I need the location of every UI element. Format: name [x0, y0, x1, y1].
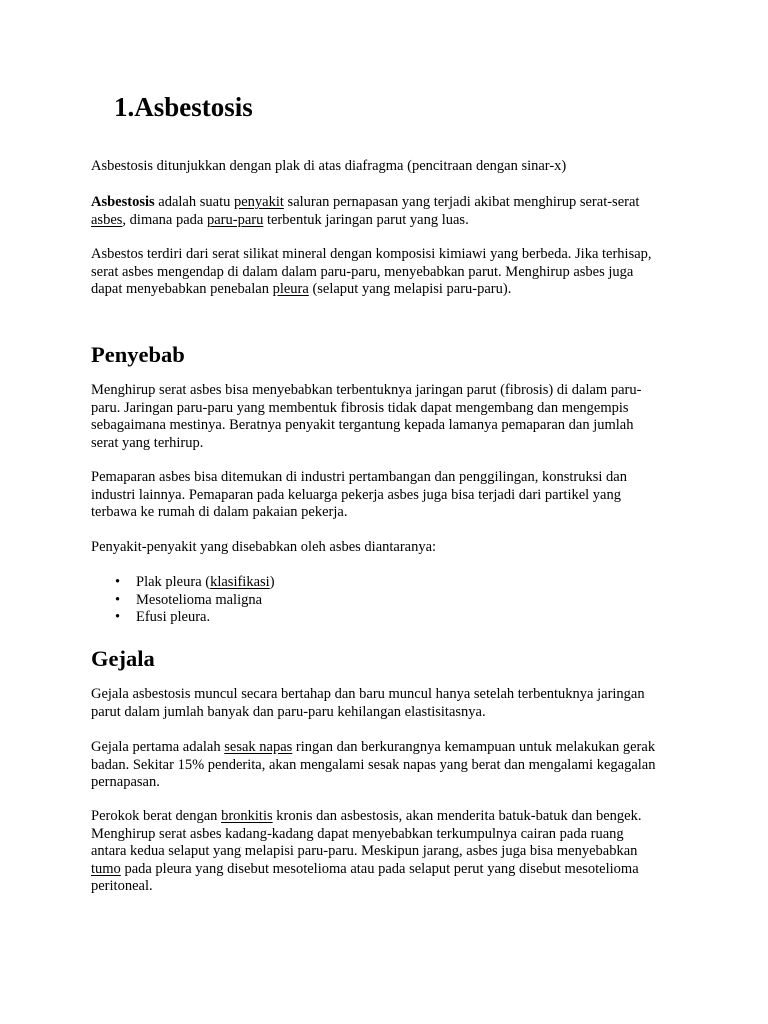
heading-gejala: Gejala	[91, 646, 155, 671]
page-title: 1.Asbestosis	[114, 92, 253, 122]
link-pleura[interactable]: pleura	[272, 281, 309, 297]
link-sesak-napas[interactable]: sesak napas	[224, 739, 293, 755]
gejala3-line-3: antara kedua selaput yang melapisi paru-paru. Meskipun jarang, asbes juga bisa menyebabkan	[91, 843, 638, 859]
gejala2-line-3: pernapasan.	[91, 774, 160, 790]
intro-paragraph	[91, 194, 691, 229]
asbestos-paragraph	[91, 246, 691, 299]
link-tumo[interactable]: tumo	[91, 860, 121, 877]
penyebab1-line-2: paru. Jaringan paru-paru yang membentuk fibrosis tidak dapat mengembang dan mengempis	[91, 399, 629, 416]
penyebab-paragraph-2	[91, 469, 691, 522]
penyebab3-line-1: Penyakit-penyakit yang disebabkan oleh asbes diantaranya:	[91, 539, 437, 555]
intro-line-2: asbes, dimana pada paru-paru terbentuk jaringan parut yang luas.	[91, 211, 469, 228]
gejala3-line-4: tumo pada pleura yang disebut mesotelioma atau pada selaput perut yang disebut mesotelioma	[91, 860, 639, 877]
gejala3-line-1: Perokok berat dengan bronkitis kronis dan asbestosis, akan menderita batuk-batuk dan bengek.	[91, 808, 642, 824]
gejala-paragraph-3	[91, 808, 691, 896]
penyebab2-line-1: Pemaparan asbes bisa ditemukan di industri pertambangan dan penggilingan, konstruksi dan	[91, 469, 627, 485]
penyebab-paragraph-3	[91, 539, 691, 557]
link-asbes[interactable]: asbes	[91, 211, 123, 228]
gejala2-line-2: badan. Sekitar 15% penderita, akan mengalami sesak napas yang berat dan mengalami kegagalan	[91, 756, 656, 773]
penyebab1-line-4: serat yang terhirup.	[91, 434, 204, 451]
penyebab-paragraph-1	[91, 382, 691, 452]
term-asbestosis: Asbestosis	[91, 194, 155, 210]
asbestos-line-1: Asbestos terdiri dari serat silikat mineral dengan komposisi kimiawi yang berbeda. Jika terhisap,	[91, 246, 652, 262]
image-caption	[91, 158, 691, 176]
gejala-paragraph-2	[91, 739, 691, 792]
link-bronkitis[interactable]: bronkitis	[221, 808, 273, 824]
gejala3-line-5: peritoneal.	[91, 878, 153, 894]
gejala2-line-1: Gejala pertama adalah sesak napas ringan dan berkurangnya kemampuan untuk melakukan gerak	[91, 739, 656, 755]
bullet-icon: •	[115, 609, 121, 625]
caption-line: Asbestosis ditunjukkan dengan plak di atas diafragma (pencitraan dengan sinar-x)	[91, 158, 567, 174]
link-paru-paru[interactable]: paru-paru	[206, 211, 264, 228]
penyebab2-line-2: industri lainnya. Pemaparan pada keluarga pekerja asbes juga bisa terjadi dari partikel yang	[91, 486, 621, 503]
bullet-icon: •	[115, 591, 121, 608]
bullet-icon: •	[115, 574, 121, 590]
asbestos-line-3: dapat menyebabkan penebalan pleura (selaput yang melapisi paru-paru).	[91, 281, 512, 297]
list-item: • Efusi pleura.	[115, 609, 211, 625]
intro-line-1: Asbestosis adalah suatu penyakit saluran pernapasan yang terjadi akibat menghirup serat-serat	[91, 194, 640, 210]
link-klasifikasi[interactable]: klasifikasi	[210, 574, 270, 590]
link-penyakit[interactable]: penyakit	[233, 194, 284, 210]
gejala3-line-2: Menghirup serat asbes kadang-kadang dapat menyebabkan terkumpulnya cairan pada ruang	[91, 825, 624, 842]
gejala1-line-2: parut dalam jumlah banyak dan paru-paru kehilangan elastisitasnya.	[91, 703, 486, 720]
penyebab1-line-3: sebagaimana mestinya. Beratnya penyakit tergantung kepada lamanya pemaparan dan jumlah	[91, 417, 634, 433]
disease-list	[91, 574, 275, 627]
penyebab2-line-3: terbawa ke rumah di dalam pakaian pekerja.	[91, 504, 348, 520]
gejala1-line-1: Gejala asbestosis muncul secara bertahap dan baru muncul hanya setelah terbentuknya jaringan	[91, 686, 645, 702]
penyebab1-line-1: Menghirup serat asbes bisa menyebabkan terbentuknya jaringan parut (fibrosis) di dalam paru-	[91, 382, 642, 398]
list-item: • Mesotelioma maligna	[115, 591, 263, 608]
gejala-paragraph-1	[91, 686, 691, 721]
asbestos-line-2: serat asbes mengendap di dalam dalam paru-paru, menyebabkan parut. Menghirup asbes juga	[91, 263, 634, 280]
list-item: • Plak pleura (klasifikasi)	[115, 574, 275, 590]
heading-penyebab: Penyebab	[91, 342, 185, 367]
